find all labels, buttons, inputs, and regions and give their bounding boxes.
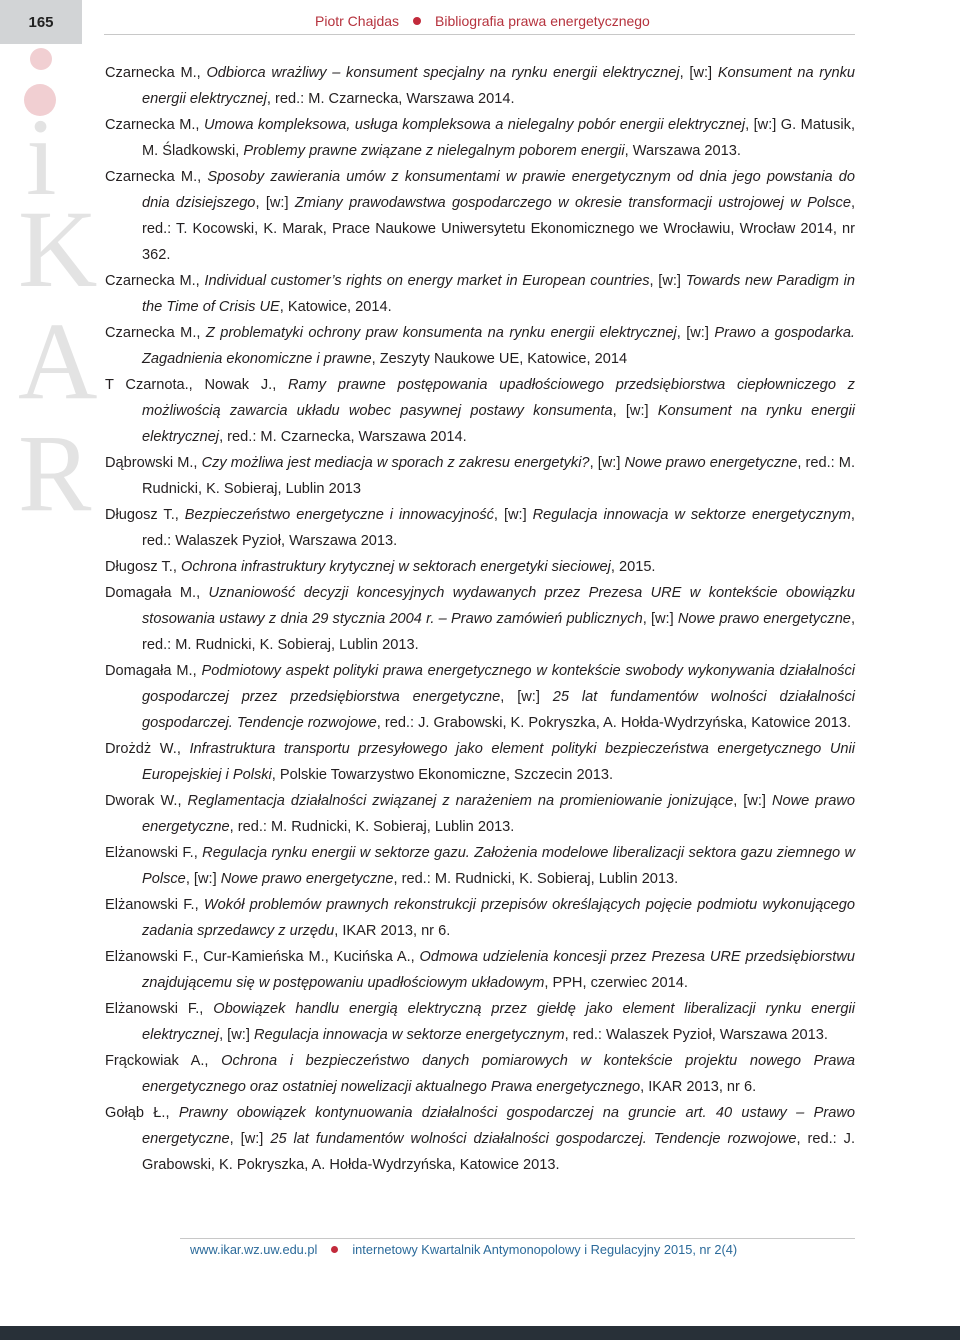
footer-url[interactable]: www.ikar.wz.uw.edu.pl <box>190 1242 318 1257</box>
entry-title-italic: Zmiany prawodawstwa gospodarczego w okresie transformacji ustrojowej w Polsce <box>294 195 851 211</box>
entry-text: , Warszawa 2013. <box>624 143 741 159</box>
entry-text: Elżanowski F., <box>105 897 204 913</box>
entry-text: Elżanowski F., <box>105 845 203 861</box>
entry-text: Gołąb Ł., <box>105 1105 179 1121</box>
entry-text: , [w:] <box>493 507 533 523</box>
bibliography-entry <box>105 164 855 268</box>
entry-text: , [w:] G. Matusik, M. Śladkowski, <box>142 117 855 159</box>
entry-text: , PPH, czerwiec 2014. <box>544 975 688 991</box>
entry-title-italic: Ochrona i bezpieczeństwo danych pomiarowych w kontekście projektu nowego Prawa energetycznego oraz ostatniej nowelizacji aktualnego Prawa energetycznego <box>142 1053 855 1095</box>
side-dot-icon <box>30 48 52 70</box>
entry-title-italic: Umowa kompleksowa, usługa kompleksowa a nielegalny pobór energii elektrycznej <box>203 117 746 133</box>
side-letter-a: A <box>18 300 98 422</box>
entry-text: Czarnecka M., <box>105 117 204 133</box>
bibliography-entry <box>105 580 855 658</box>
entry-text: , [w:] <box>679 65 718 81</box>
bibliography-entry <box>105 554 855 580</box>
entry-text: Elżanowski F., <box>105 1001 214 1017</box>
entry-title-italic: Towards new Paradigm in the Time of Crisis UE <box>142 273 856 315</box>
entry-text: , red.: M. Czarnecka, Warszawa 2014. <box>266 91 515 107</box>
entry-title-italic: Nowe prawo energetyczne <box>142 793 855 835</box>
entry-text: Dąbrowski M., <box>105 455 202 471</box>
footer <box>190 1242 737 1257</box>
bibliography-entry <box>105 788 855 840</box>
header-author: Piotr Chajdas <box>315 13 400 29</box>
entry-title-italic: Obowiązek handlu energią elektryczną przez giełdę jako element liberalizacji rynku energii elektrycznej <box>142 1001 855 1043</box>
entry-text: , red.: M. Rudnicki, K. Sobieraj, Lublin 2013. <box>393 871 679 887</box>
entry-text: , IKAR 2013, nr 6. <box>640 1079 757 1095</box>
entry-text: Dworak W., <box>105 793 188 809</box>
footer-journal: internetowy Kwartalnik Antymonopolowy i Regulacyjny 2015, nr 2(4) <box>352 1242 738 1257</box>
side-letter-r: R <box>18 412 92 534</box>
entry-title-italic: Ramy prawne postępowania upadłościowego przedsiębiorstwa ciepłowniczego z możliwością zawarcia układu wobec pasywnej postawy konsumenta <box>142 377 855 419</box>
entry-text: , red.: M. Czarnecka, Warszawa 2014. <box>219 429 467 445</box>
entry-title-italic: Z problematyki ochrony praw konsumenta na rynku energii elektrycznej <box>205 325 677 341</box>
entry-title-italic: 25 lat fundamentów wolności działalności gospodarczej. Tendencje rozwojowe <box>270 1131 797 1147</box>
entry-text: , 2015. <box>610 559 656 575</box>
side-letter-k: K <box>18 188 98 310</box>
bibliography-entry <box>105 268 855 320</box>
page-number-tab <box>0 0 82 44</box>
entry-text: , Zeszyty Naukowe UE, Katowice, 2014 <box>371 351 628 367</box>
bibliography-entry <box>105 450 855 502</box>
entry-text: , red.: M. Rudnicki, K. Sobieraj, Lublin 2013 <box>142 455 856 497</box>
entry-title-italic: Ochrona infrastruktury krytycznej w sektorach energetyki sieciowej <box>180 559 611 575</box>
entry-text: , Katowice, 2014. <box>279 299 392 315</box>
header-divider <box>104 34 855 35</box>
bibliography-entry <box>105 320 855 372</box>
bibliography-entry <box>105 502 855 554</box>
entry-title-italic: Regulacja rynku energii w sektorze gazu. Założenia modelowe liberalizacji sektora gazu ziemnego w Polsce <box>142 845 856 887</box>
entry-title-italic: Reglamentacja działalności związanej z narażeniem na promieniowanie jonizujące <box>187 793 734 809</box>
bibliography-entry <box>105 1048 855 1100</box>
entry-text: , red.: M. Rudnicki, K. Sobieraj, Lublin 2013. <box>142 611 855 653</box>
bibliography-entry <box>105 892 855 944</box>
entry-title-italic: Individual customer’s rights on energy market in European countries <box>204 273 650 289</box>
bottom-bar <box>0 1326 960 1340</box>
entry-title-italic: Nowe prawo energetyczne <box>624 455 798 471</box>
entry-text: , [w:] <box>500 689 553 705</box>
entry-title-italic: Odmowa udzielenia koncesji przez Prezesa URE przedsiębiorstwu znajdującemu się w postępowaniu upadłościowym układowym <box>142 949 855 991</box>
entry-title-italic: Prawo a gospodarka. Zagadnienia ekonomiczne i prawne <box>142 325 855 367</box>
bibliography-entry <box>105 112 855 164</box>
entry-text: , red.: T. Kocowski, K. Marak, Prace Naukowe Uniwersytetu Ekonomicznego we Wrocławiu, Wrocław 2014, nr 362. <box>142 195 855 263</box>
side-ikar-graphic <box>0 44 100 544</box>
header-bullet-icon <box>413 17 421 25</box>
entry-text: Domagała M., <box>105 663 202 679</box>
bibliography-entry <box>105 996 855 1048</box>
bibliography-entry <box>105 1100 855 1178</box>
entry-text: , red.: J. Grabowski, K. Pokryszka, A. Hołda-Wydrzyńska, Katowice 2013. <box>142 1131 856 1173</box>
entry-text: , [w:] <box>589 455 625 471</box>
entry-text: , [w:] <box>219 1027 254 1043</box>
entry-text: Domagała M., <box>105 585 209 601</box>
entry-text: Czarnecka M., <box>105 65 207 81</box>
entry-title-italic: Bezpieczeństwo energetyczne i innowacyjność <box>184 507 494 523</box>
entry-text: , Polskie Towarzystwo Ekonomiczne, Szczecin 2013. <box>271 767 613 783</box>
entry-title-italic: Problemy prawne związane z nielegalnym poborem energii <box>243 143 625 159</box>
bibliography-entry <box>105 736 855 788</box>
entry-text: , [w:] <box>642 611 678 627</box>
entry-title-italic: Regulacja innowacja w sektorze energetycznym <box>253 1027 565 1043</box>
entry-title-italic: 25 lat fundamentów wolności działalności gospodarczej. Tendencje rozwojowe <box>142 689 855 731</box>
entry-title-italic: Podmiotowy aspekt polityki prawa energetycznego w kontekście swobody wykonywania działalności gospodarczej przez przedsiębiorstwa energetyczne <box>142 663 855 705</box>
header-title: Bibliografia prawa energetycznego <box>435 13 650 29</box>
entry-text: , red.: Walaszek Pyzioł, Warszawa 2013. <box>142 507 855 549</box>
entry-text: , [w:] <box>185 871 221 887</box>
bibliography-entry <box>105 60 855 112</box>
entry-text: , red.: M. Rudnicki, K. Sobieraj, Lublin 2013. <box>229 819 515 835</box>
entry-text: T Czarnota., Nowak J., <box>105 377 288 393</box>
entry-title-italic: Wokół problemów prawnych rekonstrukcji przepisów określających pojęcie podmiotu wykonującego zadania sprzedawcy z urzędu <box>142 897 855 939</box>
running-header <box>315 13 855 29</box>
entry-text: , IKAR 2013, nr 6. <box>334 923 451 939</box>
bibliography-entry <box>105 944 855 996</box>
entry-title-italic: Czy możliwa jest mediacja w sporach z zakresu energetyki? <box>201 455 590 471</box>
entry-text: , red.: Walaszek Pyzioł, Warszawa 2013. <box>564 1027 828 1043</box>
side-letter-i: i <box>26 96 57 218</box>
bibliography-list <box>105 60 855 1178</box>
bibliography-entry <box>105 372 855 450</box>
entry-title-italic: Uznaniowość decyzji koncesyjnych wydawanych przez Prezesa URE w kontekście obowiązku stosowania ustawy z dnia 29 stycznia 2004 r. – Prawo zamówień publicznych <box>142 585 855 627</box>
entry-text: Długosz T., <box>105 507 185 523</box>
entry-title-italic: Nowe prawo energetyczne <box>220 871 394 887</box>
entry-title-italic: Infrastruktura transportu przesyłowego jako element polityki bezpieczeństwa energetycznego Unii Europejskiej i Polski <box>142 741 855 783</box>
entry-text: Czarnecka M., <box>105 169 208 185</box>
entry-title-italic: Regulacja innowacja w sektorze energetycznym <box>532 507 851 523</box>
entry-text: , [w:] <box>229 1131 271 1147</box>
entry-text: , [w:] <box>676 325 715 341</box>
entry-title-italic: Konsument na rynku energii elektrycznej <box>142 65 855 107</box>
entry-text: Drożdż W., <box>105 741 190 757</box>
entry-text: Elżanowski F., Cur-Kamieńska M., Kucińska A., <box>105 949 420 965</box>
entry-title-italic: Odbiorca wrażliwy – konsument specjalny na rynku energii elektrycznej <box>206 65 680 81</box>
entry-title-italic: Konsument na rynku energii elektrycznej <box>142 403 855 445</box>
entry-text: , red.: J. Grabowski, K. Pokryszka, A. Hołda-Wydrzyńska, Katowice 2013. <box>376 715 852 731</box>
entry-text: Czarnecka M., <box>105 273 205 289</box>
entry-text: , [w:] <box>255 195 295 211</box>
entry-text: , [w:] <box>733 793 772 809</box>
entry-title-italic: Sposoby zawierania umów z konsumentami w prawie energetycznym od dnia jego powstania do dnia dzisiejszego <box>142 169 855 211</box>
entry-text: Frąckowiak A., <box>105 1053 222 1069</box>
bibliography-entry <box>105 840 855 892</box>
page-number: 165 <box>28 13 54 31</box>
footer-divider <box>180 1238 855 1239</box>
entry-text: , [w:] <box>612 403 658 419</box>
entry-title-italic: Prawny obowiązek kontynuowania działalności gospodarczej na gruncie art. 40 ustawy – Prawo energetyczne <box>142 1105 855 1147</box>
entry-text: , [w:] <box>649 273 686 289</box>
footer-bullet-icon <box>331 1246 338 1253</box>
entry-title-italic: Nowe prawo energetyczne <box>677 611 851 627</box>
bibliography-entry <box>105 658 855 736</box>
entry-text: Czarnecka M., <box>105 325 206 341</box>
entry-text: Długosz T., <box>105 559 181 575</box>
